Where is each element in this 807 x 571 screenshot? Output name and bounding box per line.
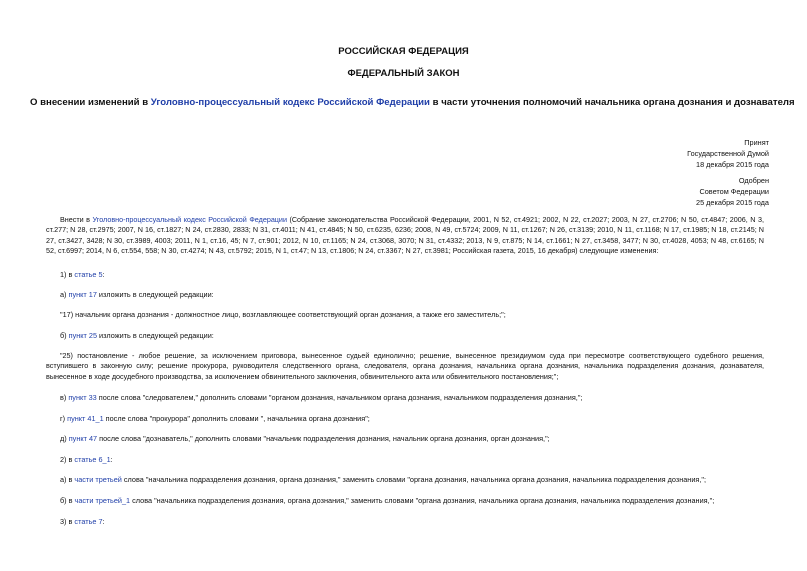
article-5-link[interactable]: статье 5	[74, 270, 103, 279]
adopted-body: Государственной Думой	[687, 149, 769, 158]
item-1b-suffix: изложить в следующей редакции:	[97, 331, 214, 340]
point-17-link[interactable]: пункт 17	[68, 290, 97, 299]
quote-point-25: "25) постановление - любое решение, за исключением приговора, вынесенное судьей единолично; решение, вынесенное президиумом суда при пересмотре соответствующего судебного решения, вступившего в законную силу; решение прокурора, руководителя следственного органа, следователя, органа дознания, начальника органа дознания, начальника подразделения дознания, дознавателя, вынесенное в ходе досудебного производства, за исключением обвинительного заключения, обвинительного акта или обвинительного постановления;";	[46, 351, 764, 381]
law-type-heading: ФЕДЕРАЛЬНЫЙ ЗАКОН	[347, 68, 460, 79]
point-25-link[interactable]: пункт 25	[68, 331, 98, 340]
law-title	[30, 97, 795, 108]
item-1a-suffix: изложить в следующей редакции:	[96, 290, 214, 299]
article-7-link[interactable]: статье 7	[74, 517, 103, 526]
adopted-block	[687, 137, 769, 170]
intro-paragraph	[46, 215, 764, 257]
title-prefix: О внесении изменений в	[30, 97, 151, 108]
title-suffix: в части уточнения полномочий начальника органа дознания и дознавателя	[429, 97, 795, 108]
item-1-suffix: :	[102, 270, 105, 279]
item-2-suffix: :	[110, 455, 113, 464]
item-1a-prefix: а)	[60, 290, 69, 299]
approved-body: Советом Федерации	[699, 187, 769, 196]
item-2-prefix: 2) в	[60, 455, 75, 464]
item-1g	[60, 414, 370, 423]
item-3-prefix: 3) в	[60, 517, 75, 526]
item-3	[60, 517, 105, 526]
part-3-link[interactable]: части третьей	[74, 475, 122, 484]
item-1g-prefix: г)	[60, 414, 68, 423]
title-code-link[interactable]: Уголовно-процессуальный кодекс Российской Федерации	[150, 97, 430, 108]
point-33-link[interactable]: пункт 33	[68, 393, 97, 402]
item-2b	[60, 496, 714, 505]
item-2a-prefix: а) в	[60, 475, 75, 484]
item-1a	[60, 290, 214, 299]
point-41-1-link[interactable]: пункт 41_1	[67, 414, 104, 423]
item-1-prefix: 1) в	[60, 270, 75, 279]
item-2a	[60, 475, 706, 484]
quote-point-17: "17) начальник органа дознания - должностное лицо, возглавляющее соответствующий орган дознания, а также его заместитель;";	[60, 310, 506, 319]
item-1v-prefix: в)	[60, 393, 69, 402]
point-47-link[interactable]: пункт 47	[68, 434, 98, 443]
item-1	[60, 270, 105, 279]
item-1d-suffix: после слова "дознаватель," дополнить словами "начальник подразделения дознания, начальник органа дознания, орган дознания,";	[97, 434, 550, 443]
item-1g-suffix: после слова "прокурора" дополнить словами ", начальника органа дознания";	[103, 414, 370, 423]
article-6-1-link[interactable]: статье 6_1	[74, 455, 111, 464]
intro-sources: (Собрание законодательства Российской Федерации, 2001, N 52, ст.4921; 2002, N 22, ст.2027; 2003, N 27, ст.2706; N 50, ст.4847; 2006, N 3, ст.277; N 28, ст.2975; 2007, N 16, ст.1827; N 24, ст.2830, 2833; N 31, ст.4011; N 41, ст.4845; N 50, ст.6235, 6236; 2008, N 49, ст.5724; 2009, N 11, ст.1267; N 26, ст.3139; 2010, N 11, ст.1168; N 17, ст.1985; N 18, ст.2145; N 27, ст.3427, 3428; N 30, ст.3989, 4003; 2011, N 1, ст.16, 45; N 7, ст.901; 2012, N 10, ст.1165; N 24, ст.3068, 3070; N 31, ст.4332; 2013, N 9, ст.875; N 14, ст.1661; N 27, ст.3458, 3477; N 30, ст.4028, 4053; N 48, ст.6165; N 52, ст.6997; 2014, N 6, ст.554, 558; N 30, ст.4274; N 43, ст.5792; 2015, N 1, ст.47; N 13, ст.1806; N 24, ст.3367; N 27, ст.3981; Российская газета, 2015, 16 декабря) следующие изменения:	[46, 215, 764, 256]
item-3-suffix: :	[102, 517, 105, 526]
item-1b	[60, 331, 214, 340]
country-heading: РОССИЙСКАЯ ФЕДЕРАЦИЯ	[338, 46, 469, 57]
item-1d-prefix: д)	[60, 434, 69, 443]
item-2	[60, 455, 113, 464]
item-1v	[60, 393, 582, 402]
part-3-1-link[interactable]: части третьей_1	[74, 496, 131, 505]
adopted-label: Принят	[744, 138, 769, 147]
item-1d	[60, 434, 550, 443]
item-1b-prefix: б)	[60, 331, 69, 340]
intro-prefix: Внести в	[60, 215, 93, 224]
item-1v-suffix: после слова "следователем," дополнить словами "органом дознания, начальником органа дознания, начальником подразделения дознания,";	[96, 393, 583, 402]
approved-date: 25 декабря 2015 года	[696, 198, 769, 207]
intro-code-link[interactable]: Уголовно-процессуальный кодекс Российской Федерации	[92, 215, 287, 224]
item-2b-prefix: б) в	[60, 496, 75, 505]
approved-block	[696, 175, 769, 208]
approved-label: Одобрен	[738, 176, 769, 185]
item-2b-suffix: слова "начальника подразделения дознания, органа дознания," заменить словами "органа дознания, начальника органа дознания, начальника подразделения дознания,";	[130, 496, 715, 505]
item-2a-suffix: слова "начальника подразделения дознания, органа дознания," заменить словами "органа дознания, начальника органа дознания, начальника подразделения дознания,";	[121, 475, 707, 484]
adopted-date: 18 декабря 2015 года	[696, 160, 769, 169]
